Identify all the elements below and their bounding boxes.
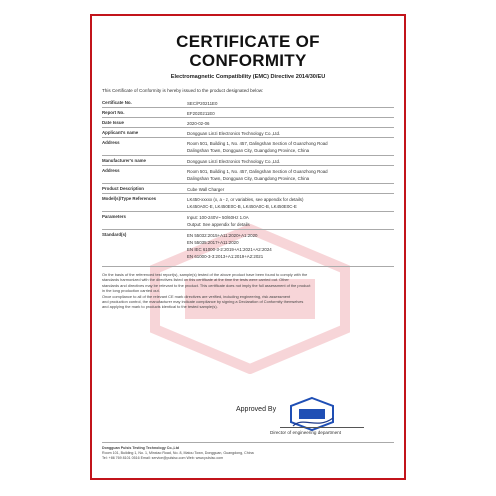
issuer-contact: Tel: +86 769 8101 0516 Email: service@pulsisc.com Web: www.pulsisc.com <box>102 455 224 460</box>
standards-label: Standard(s) <box>102 232 127 237</box>
statement-line: and applying the mark to products identical to the tested sample(s). <box>102 304 218 310</box>
divider <box>102 165 394 166</box>
report-no-value: EF2020211E0 <box>187 111 215 116</box>
divider <box>102 193 394 194</box>
certificate-no-value: SEC/P20211E0 <box>187 101 218 106</box>
product-description-value: Cube Wall Charger <box>187 187 225 192</box>
divider <box>102 137 394 138</box>
standard-item: EN 61000-3-3:2013+A1:2019+A2:2021 <box>187 254 264 259</box>
statement-line: On the basis of the referenced test report(s), sample(s) tested of the above product have been found to comply with the <box>102 272 308 277</box>
certificate-title-line1: CERTIFICATE OF <box>176 32 320 51</box>
parameters-value <box>187 214 397 228</box>
manufacturer-name-label: Manufacturer's name <box>102 158 146 163</box>
issuer-name: Dongguan Pulsis Testing Technology Co.,Ltd <box>102 446 180 450</box>
models-line2: LK450A0C-E, LK450E0C-B, LK450A0C-B, LK450E0C-E <box>187 204 297 209</box>
parameters-label: Parameters <box>102 214 126 219</box>
divider <box>102 127 394 128</box>
manufacturer-address-label: Address <box>102 168 120 173</box>
signature-line <box>280 427 364 428</box>
issuer-address: Room 101, Building 1, No. 1, Minxiao Road, No. 8, Matou Town, Dongguan, Guangdong, China <box>102 450 254 455</box>
applicant-address-line2: Dalingshan Town, Dongguan City, Guangdong Province, China <box>187 148 310 153</box>
certificate-page <box>90 14 406 480</box>
divider <box>102 117 394 118</box>
statement-line: standards and directives may be relevant to the product. This certificate does not imply the full assessment of the product <box>102 282 311 288</box>
applicant-address-label: Address <box>102 140 120 145</box>
manufacturer-name-value: Dongguan Linzi Electronics Technology Co.,Ltd. <box>187 159 281 164</box>
directive-subtitle: Electromagnetic Compatibility (EMC) Directive 2014/30/EU <box>170 74 326 80</box>
standard-item: EN IEC 61000-3-2:2019+A1:2021+A2:2024 <box>187 247 272 252</box>
statement-line: Once compliance to all of the relevant CE mark directives are verified, including engineering, risk assessment <box>102 293 291 299</box>
date-issue-label: Date Issue <box>102 120 124 125</box>
compliance-statement <box>102 272 394 310</box>
applicant-address-value <box>187 140 397 154</box>
signatory-title: Director of engineering department <box>270 430 341 435</box>
statement-line: in the long production carried out. <box>102 288 160 294</box>
applicant-name-label: Applicant's name <box>102 130 139 135</box>
divider <box>102 211 394 212</box>
manufacturer-address-line1: Room 501, Building 1, No. 457, Dalingshan Section of Guanzhong Road <box>187 169 328 174</box>
certificate-title-line2: CONFORMITY <box>189 51 307 70</box>
product-description-label: Product Description <box>102 186 144 191</box>
approved-by-label: Approved By <box>236 406 277 413</box>
statement-line: standards harmonized with the directives listed on this certificate at the time the tests were carried out. Other <box>102 277 289 283</box>
parameters-line1: Input: 100-240V~ 50/60Hz 1.0A <box>187 215 249 220</box>
parameters-line2: Output: See appendix for details <box>187 222 250 227</box>
report-no-label: Report No. <box>102 110 125 115</box>
models-value <box>187 196 397 210</box>
models-line1: LK450-xxxxx (x, a - z, or variables, see appendix for details) <box>187 197 304 202</box>
intro-text: This Certificate of Conformity is hereby issued to the product designated below: <box>102 88 264 93</box>
certificate-no-label: Certificate No. <box>102 100 132 105</box>
divider <box>102 107 394 108</box>
models-label: Model(s)/Type References <box>102 196 157 201</box>
issuer-footer <box>102 446 394 460</box>
divider <box>102 266 394 267</box>
statement-line: and production control, the manufacturer may indicate compliance by signing a Declaration of Conformity themselves <box>102 299 304 305</box>
divider <box>102 229 394 230</box>
footer-divider <box>102 442 394 443</box>
divider <box>102 155 394 156</box>
standard-item: EN 55035:2017+A11:2020 <box>187 240 239 245</box>
standards-value <box>187 232 397 260</box>
applicant-address-line1: Room 501, Building 1, No. 457, Dalingshan Section of Guanzhong Road <box>187 141 328 146</box>
date-issue-value: 2020-02-06 <box>187 121 210 126</box>
standard-item: EN 55032:2015+A11:2020+A1:2020 <box>187 233 258 238</box>
divider <box>102 183 394 184</box>
manufacturer-address-value <box>187 168 397 182</box>
manufacturer-address-line2: Dalingshan Town, Dongguan City, Guangdong Province, China <box>187 176 310 181</box>
applicant-name-value: Dongguan Linzi Electronics Technology Co.,Ltd. <box>187 131 281 136</box>
